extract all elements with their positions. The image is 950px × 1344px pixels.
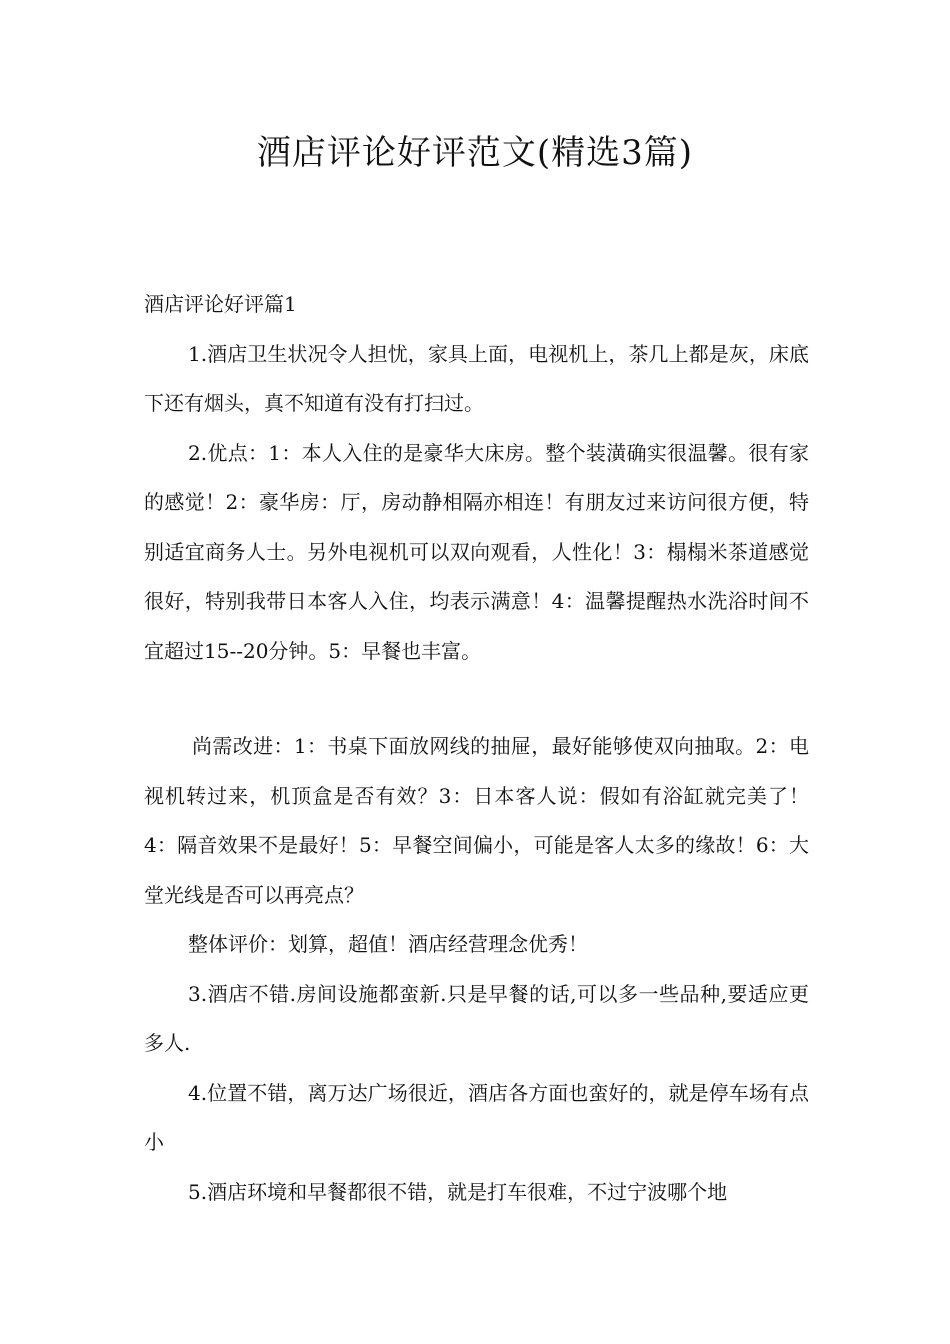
improvement-paragraph: 尚需改进：1：书桌下面放网线的抽屉，最好能够使双向抽取。2：电视机转过来，机顶盒是否有效？3：日本客人说：假如有浴缸就完美了！4：隔音效果不是最好！5：早餐空间偏小，可能是客人太多的缘故！6：大堂光线是否可以再亮点？ — [144, 734, 809, 907]
review-paragraph-2: 2.优点：1：本人入住的是豪华大床房。整个装潢确实很温馨。很有家的感觉！2：豪华房：厅，房动静相隔亦相连！有朋友过来访问很方便，特别适宜商务人士。另外电视机可以双向观看，人性化！3：榻榻米茶道感觉很好，特别我带日本客人入住，均表示满意！4：温馨提醒热水洗浴时间不宜超过15--20分钟。5：早餐也丰富。 — [144, 440, 809, 663]
overall-evaluation-paragraph: 整体评价：划算，超值！酒店经营理念优秀！ — [188, 932, 588, 956]
paragraph-spacer — [144, 676, 809, 722]
review-paragraph-4: 4.位置不错，离万达广场很近，酒店各方面也蛮好的，就是停车场有点小 — [144, 1080, 809, 1154]
review-paragraph-3: 3.酒店不错.房间设施都蛮新.只是早餐的话,可以多一些品种,要适应更多人. — [144, 981, 809, 1055]
document-title: 酒店评论好评范文(精选3篇) — [256, 133, 694, 173]
review-paragraph-5: 5.酒店环境和早餐都很不错，就是打车很难，不过宁波哪个地 — [188, 1179, 728, 1204]
section-heading: 酒店评论好评篇1 — [144, 292, 297, 316]
review-paragraph-1: 1.酒店卫生状况令人担忧，家具上面，电视机上，茶几上都是灰，床底下还有烟头，真不知道有没有打扫过。 — [144, 341, 809, 415]
document-body — [144, 280, 809, 1217]
